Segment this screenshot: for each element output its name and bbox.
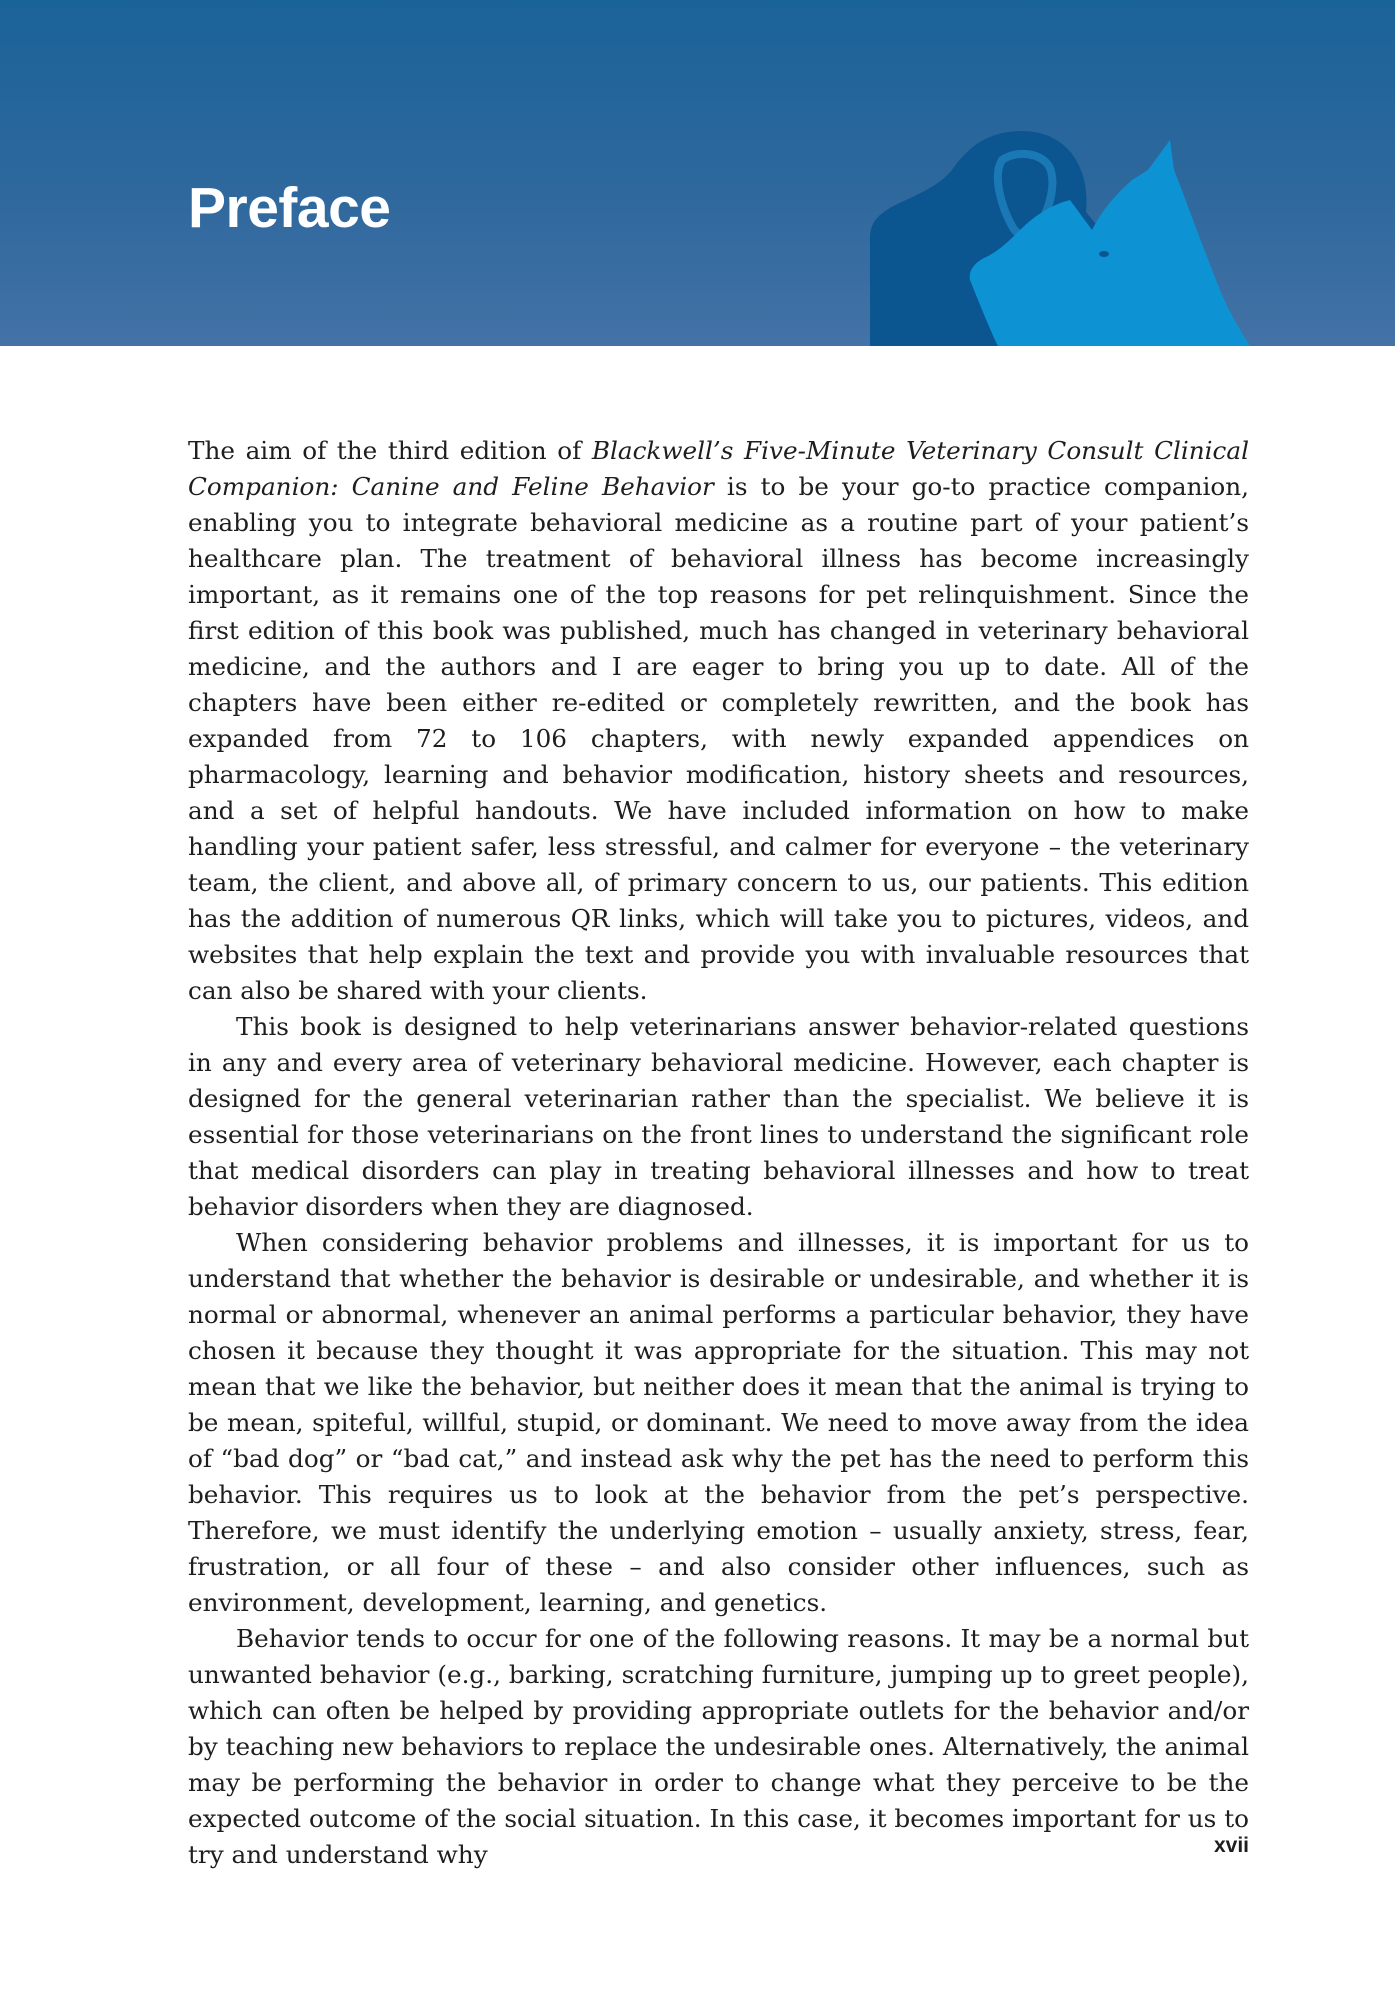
paragraph-4: Behavior tends to occur for one of the following reasons. It may be a normal but unwanted behavior (e.g., barking, scratching furniture, jumping up to greet people), which can often be helped by providing appropriate outlets for the behavior and/or by teaching new behaviors to replace the undesirable ones. Alternatively, the animal may be performing the behavior in order to change what they perceive to be the expected outcome of the social situation. In this case, it becomes important for us to try and understand why <box>188 1624 1249 1869</box>
page-number: xvii <box>1213 1834 1249 1857</box>
paragraph-3: When considering behavior problems and illnesses, it is important for us to understand that whether the behavior is desirable or undesirable, and whether it is normal or abnormal, whenever an animal performs a particular behavior, they have chosen it because they thought it was appropriate for the situation. This may not mean that we like the behavior, but neither does it mean that the animal is trying to be mean, spiteful, willful, stupid, or dominant. We need to move away from the idea of “bad dog” or “bad cat,” and instead ask why the pet has the need to perform this behavior. This requires us to look at the behavior from the pet’s perspective. Therefore, we must identify the underlying emotion – usually anxiety, stress, fear, frustration, or all four of these – and also consider other influences, such as environment, development, learning, and genetics. <box>188 1228 1249 1617</box>
preface-body <box>188 433 1249 1873</box>
paragraph-1-rest: is to be your go-to practice companion, enabling you to integrate behavioral medicine as a routine part of your patient’s healthcare plan. The treatment of behavioral illness has become increasingly important, as it remains one of the top reasons for pet relinquishment. Since the first edition of this book was published, much has changed in veterinary behavioral medicine, and the authors and I are eager to bring you up to date. All of the chapters have been either re-edited or completely rewritten, and the book has expanded from 72 to 106 chapters, with newly expanded appendices on pharmacology, learning and behavior modification, history sheets and resources, and a set of helpful handouts. We have included information on how to make handling your patient safer, less stressful, and calmer for everyone – the veterinary team, the client, and above all, of primary concern to us, our patients. This edition has the addition of numerous QR links, which will take you to pictures, videos, and websites that help explain the text and provide you with invaluable resources that can also be shared with your clients. <box>188 472 1249 1005</box>
chapter-header-banner <box>0 0 1395 346</box>
book-title-italic: Blackwell’s Five-Minute Veterinary Consult Clinical Companion: Canine and Feline Behavior <box>188 436 1249 501</box>
pet-illustration <box>870 130 1250 346</box>
paragraph-2: This book is designed to help veterinarians answer behavior-related questions in any and every area of veterinary behavioral medicine. However, each chapter is designed for the general veterinarian rather than the specialist. We believe it is essential for those veterinarians on the front lines to understand the significant role that medical disorders can play in treating behavioral illnesses and how to treat behavior disorders when they are diagnosed. <box>188 1012 1249 1221</box>
page-title: Preface <box>188 176 391 240</box>
paragraph-1 <box>188 433 1249 1009</box>
paragraph-1-intro: The aim of the third edition of <box>188 436 592 465</box>
cat-eye-icon <box>1099 251 1109 257</box>
